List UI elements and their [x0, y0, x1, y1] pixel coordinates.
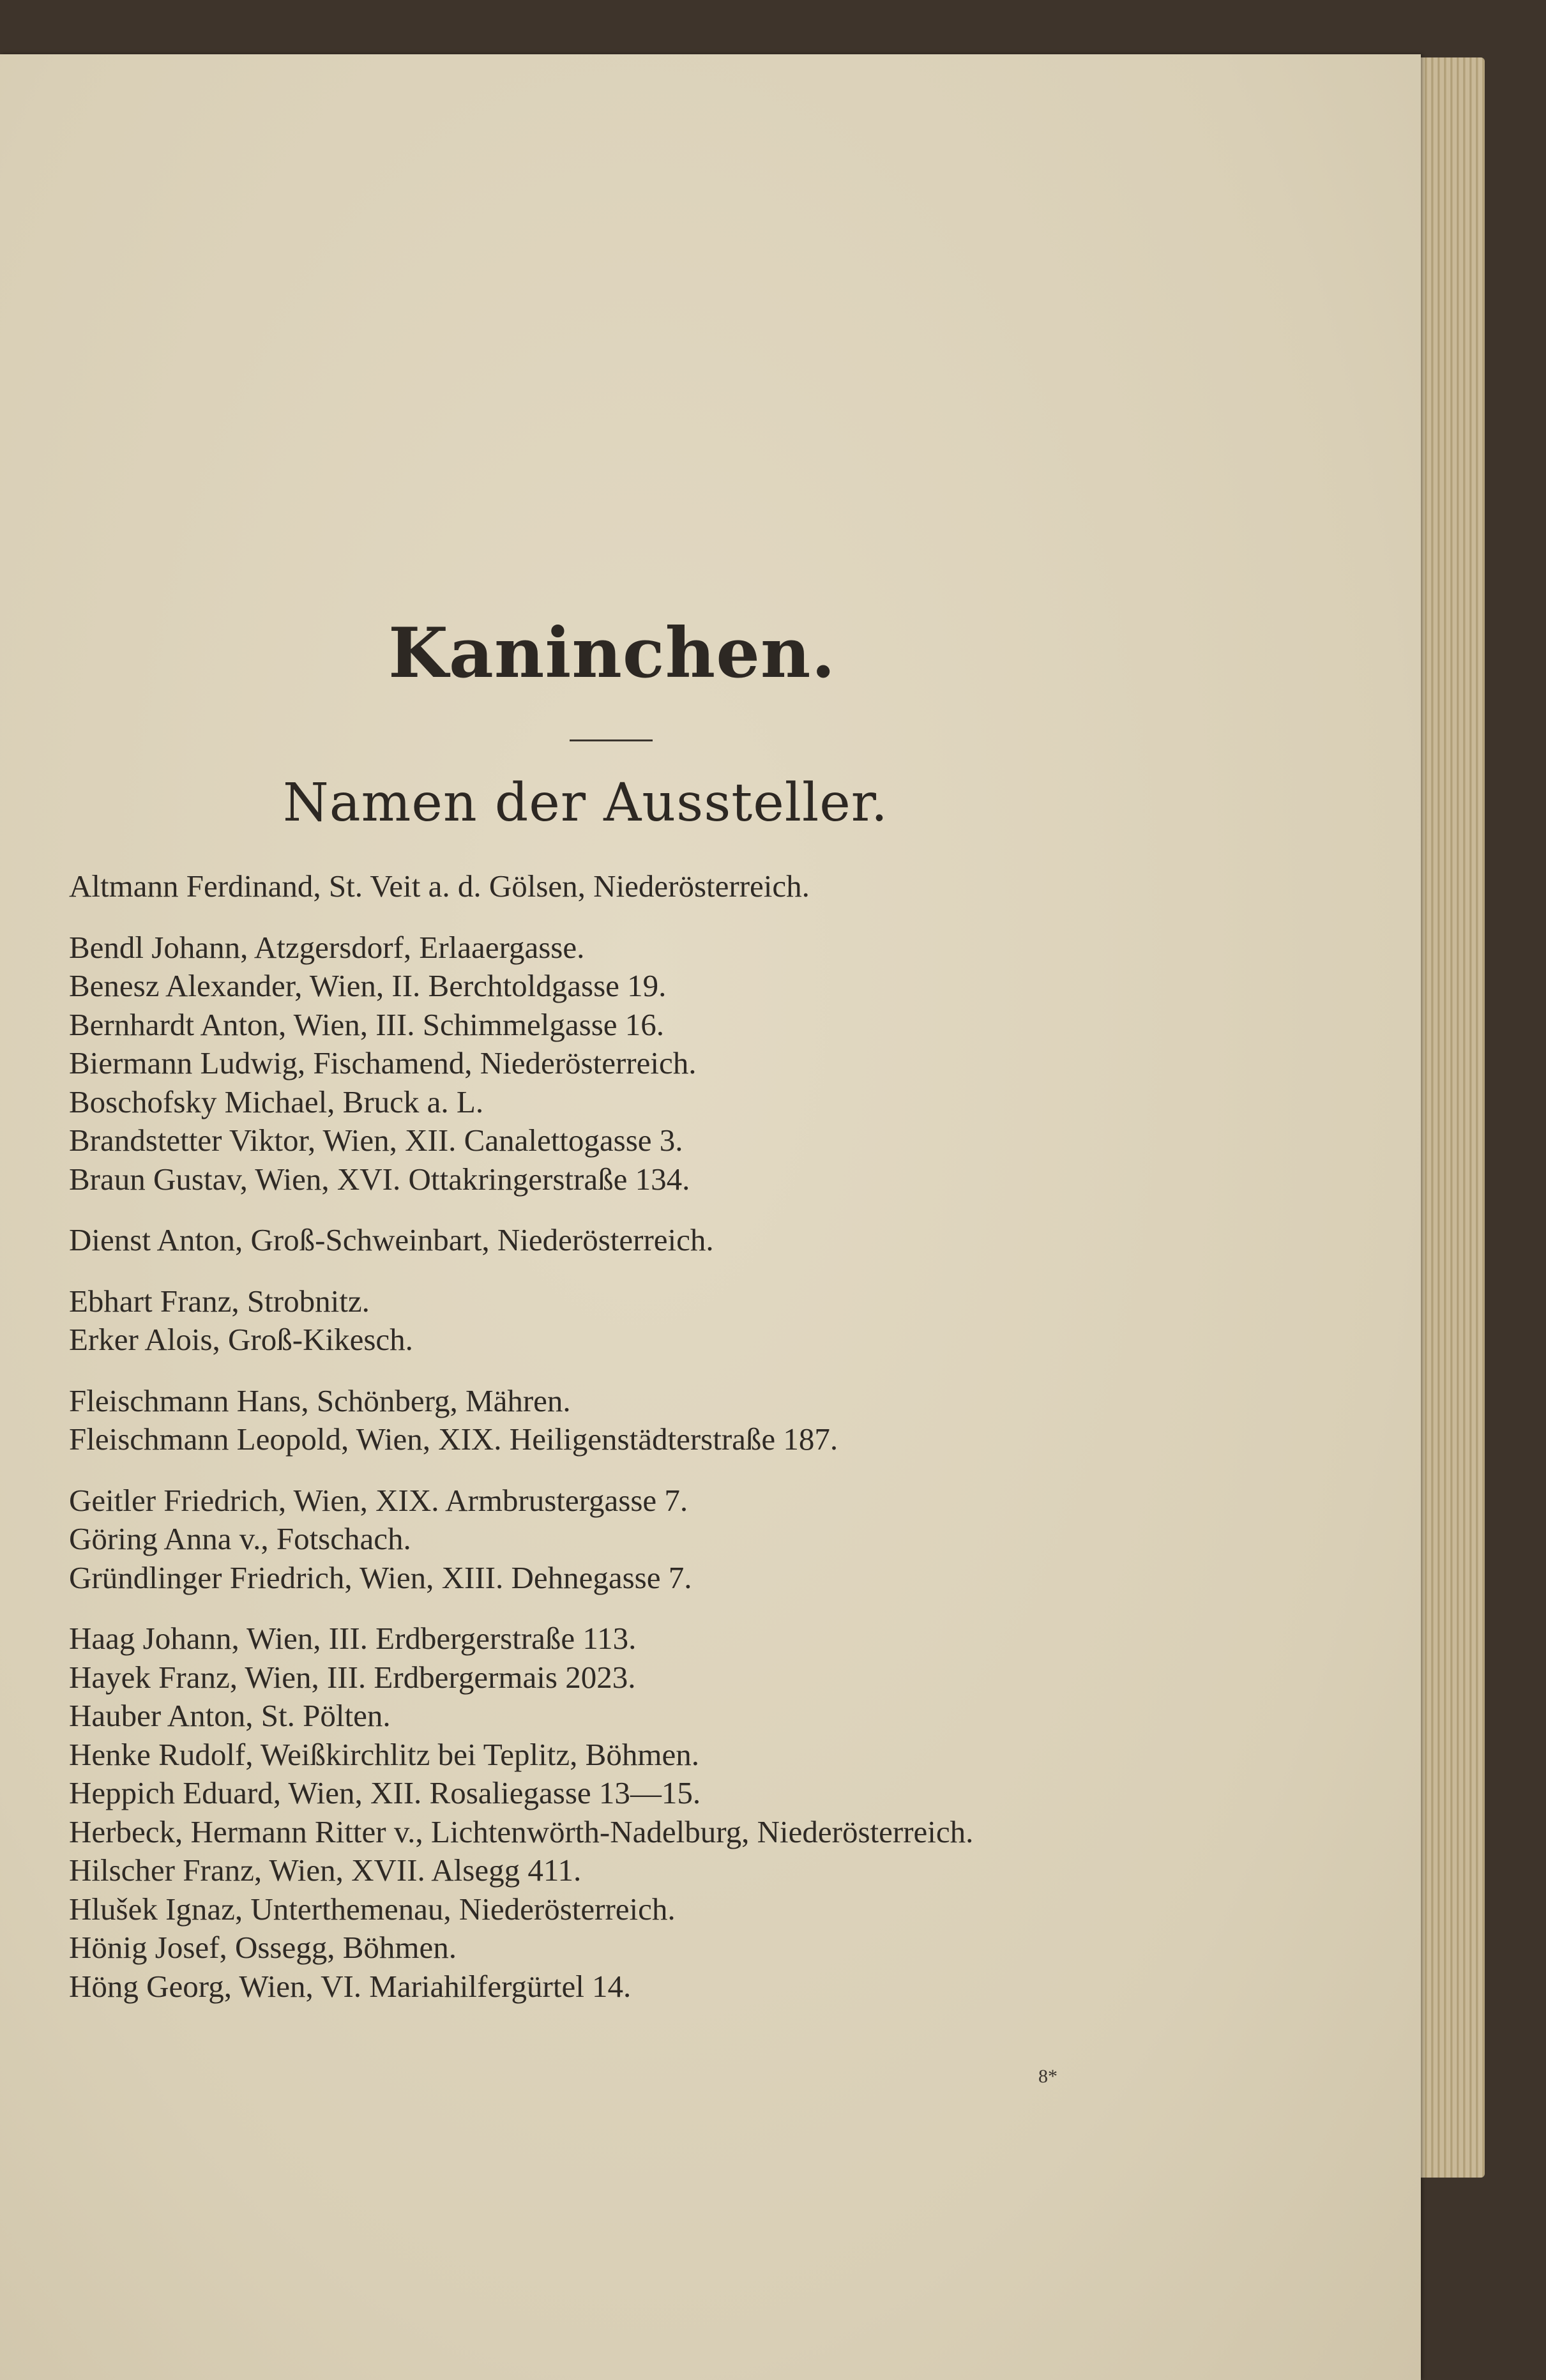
section-subtitle: Namen der Aussteller.: [283, 773, 888, 833]
list-item: Hlušek Ignaz, Unterthemenau, Niederösterreich.: [69, 1891, 676, 1927]
list-item: Bernhardt Anton, Wien, III. Schimmelgasse 16.: [69, 1006, 665, 1042]
entry-group-a: [69, 867, 1167, 906]
list-item: Fleischmann Leopold, Wien, XIX. Heiligenstädterstraße 187.: [69, 1421, 838, 1457]
list-item: Brandstetter Viktor, Wien, XII. Canalettogasse 3.: [69, 1123, 683, 1158]
book-fore-edge: [1414, 57, 1485, 2178]
list-item: Geitler Friedrich, Wien, XIX. Armbrustergasse 7.: [69, 1482, 688, 1518]
list-item: Erker Alois, Groß-Kikesch.: [69, 1322, 413, 1357]
list-item: Göring Anna v., Fotschach.: [69, 1521, 411, 1556]
list-item: Herbeck, Hermann Ritter v., Lichtenwörth-Nadelburg, Niederösterreich.: [69, 1814, 974, 1849]
list-item: Braun Gustav, Wien, XVI. Ottakringerstraße 134.: [69, 1161, 690, 1197]
entry-group-e: [69, 1282, 1167, 1360]
exhibitor-list: [69, 867, 1167, 2028]
list-item: Hönig Josef, Ossegg, Böhmen.: [69, 1930, 457, 1965]
list-item: Höng Georg, Wien, VI. Mariahilfergürtel 14.: [69, 1968, 632, 2004]
list-item: Benesz Alexander, Wien, II. Berchtoldgasse 19.: [69, 968, 667, 1003]
list-item: Hilscher Franz, Wien, XVII. Alsegg 411.: [69, 1853, 582, 1888]
page-title: Kaninchen.: [388, 613, 837, 694]
list-item: Hayek Franz, Wien, III. Erdbergermais 2023.: [69, 1659, 636, 1695]
list-item: Boschofsky Michael, Bruck a. L.: [69, 1084, 484, 1119]
list-item: Hauber Anton, St. Pölten.: [69, 1698, 391, 1733]
entry-group-d: [69, 1221, 1167, 1260]
list-item: Dienst Anton, Groß-Schweinbart, Niederösterreich.: [69, 1222, 714, 1257]
entry-group-g: [69, 1482, 1167, 1598]
entry-group-f: [69, 1382, 1167, 1459]
entry-group-h: [69, 1619, 1167, 2006]
list-item: Haag Johann, Wien, III. Erdbergerstraße 113.: [69, 1621, 637, 1656]
list-item: Heppich Eduard, Wien, XII. Rosaliegasse 13—15.: [69, 1775, 701, 1810]
page-number: 8*: [1038, 2066, 1057, 2087]
list-item: Gründlinger Friedrich, Wien, XIII. Dehnegasse 7.: [69, 1559, 692, 1595]
title-divider: [570, 739, 653, 741]
list-item: Ebhart Franz, Strobnitz.: [69, 1283, 370, 1319]
list-item: Biermann Ludwig, Fischamend, Niederösterreich.: [69, 1045, 697, 1080]
list-item: Henke Rudolf, Weißkirchlitz bei Teplitz, Böhmen.: [69, 1736, 699, 1772]
list-item: Bendl Johann, Atzgersdorf, Erlaaergasse.: [69, 929, 585, 965]
list-item: Fleischmann Hans, Schönberg, Mähren.: [69, 1383, 571, 1418]
entry-group-b: [69, 929, 1167, 1199]
list-item: Altmann Ferdinand, St. Veit a. d. Gölsen, Niederösterreich.: [69, 868, 810, 904]
